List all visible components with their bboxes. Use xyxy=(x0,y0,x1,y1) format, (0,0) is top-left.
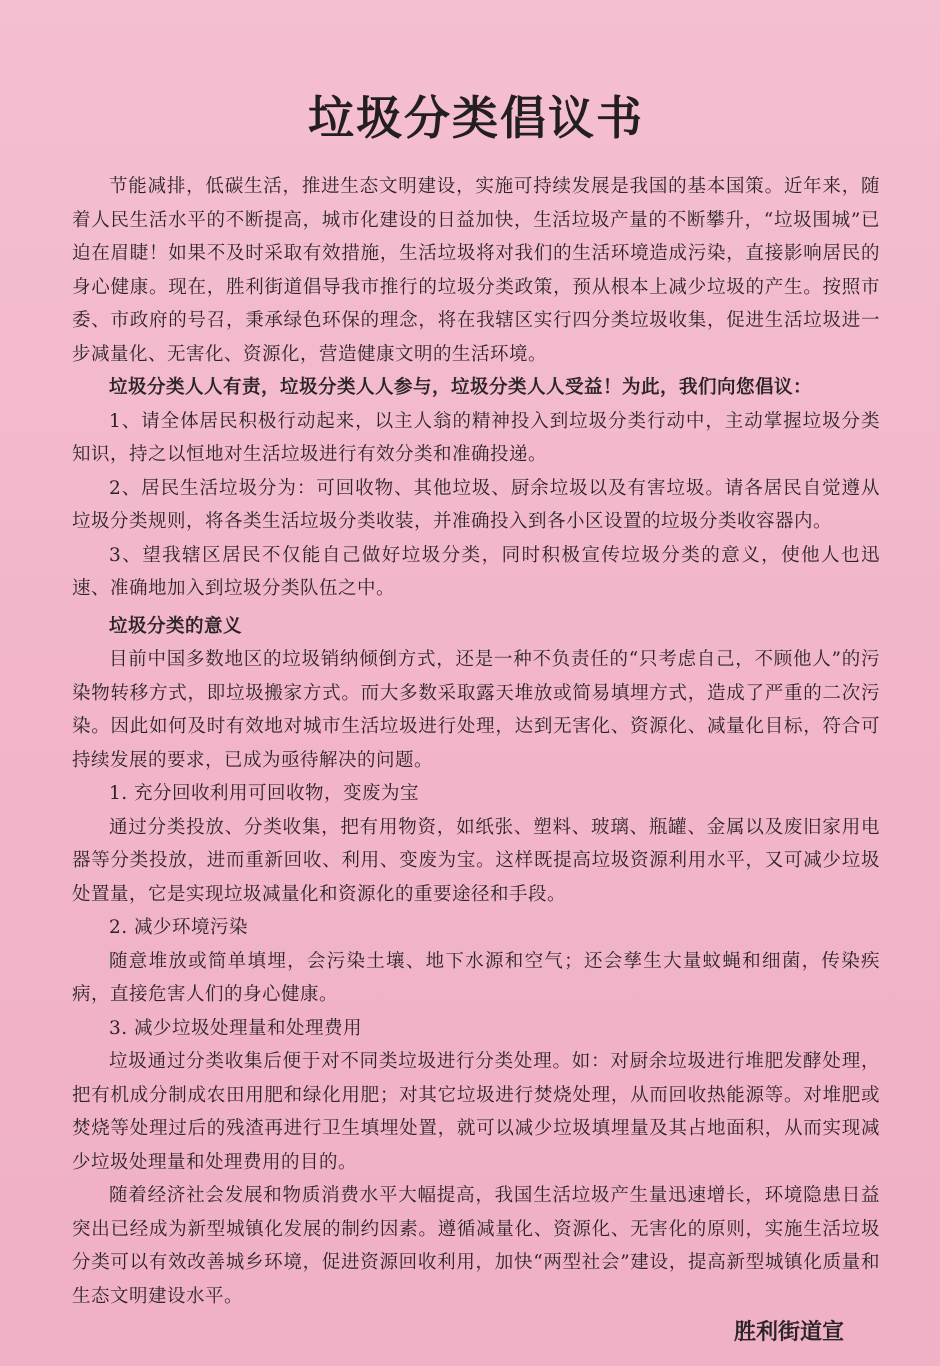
proposal-3: 3、望我辖区居民不仅能自己做好垃圾分类，同时积极宣传垃圾分类的意义，使他人也迅速、准确地加入到垃圾分类队伍之中。 xyxy=(72,544,880,599)
point-2-body: 随意堆放或简单填埋，会污染土壤、地下水源和空气；还会孳生大量蚊蝇和细菌，传染疾病，直接危害人们的身心健康。 xyxy=(72,950,880,1005)
slogan-paragraph: 垃圾分类人人有责，垃圾分类人人参与，垃圾分类人人受益！为此，我们向您倡议： xyxy=(109,377,813,398)
document-title: 垃圾分类倡议书 xyxy=(308,91,644,145)
point-3-heading: 3. 减少垃圾处理量和处理费用 xyxy=(109,1017,363,1039)
proposal-1: 1、请全体居民积极行动起来，以主人翁的精神投入到垃圾分类行动中，主动掌握垃圾分类知识，持之以恒地对生活垃圾进行有效分类和准确投递。 xyxy=(72,410,880,465)
point-1-heading: 1. 充分回收利用可回收物，变废为宝 xyxy=(109,783,420,804)
point-1-body: 通过分类投放、分类收集，把有用物资，如纸张、塑料、玻璃、瓶罐、金属以及废旧家用电器等分类投放，进而重新回收、利用、变废为宝。这样既提高垃圾资源利用水平，又可减少垃圾处置量，它是实现垃圾减量化和资源化的重要途径和手段。 xyxy=(72,816,880,905)
meaning-heading: 垃圾分类的意义 xyxy=(109,615,243,637)
signature: 胜利街道宣 xyxy=(733,1320,844,1345)
conclusion-paragraph: 随着经济社会发展和物质消费水平大幅提高，我国生活垃圾产生量迅速增长，环境隐患日益突出已经成为新型城镇化发展的制约因素。遵循减量化、资源化、无害化的原则，实施生活垃圾分类可以有效改善城乡环境，促进资源回收利用，加快“两型社会”建设，提高新型城镇化质量和生态文明建设水平。 xyxy=(72,1185,880,1307)
intro-paragraph: 节能减排，低碳生活，推进生态文明建设，实施可持续发展是我国的基本国策。近年来，随着人民生活水平的不断提高，城市化建设的日益加快，生活垃圾产量的不断攀升，“垃圾围城”已迫在眉睫！如果不及时采取有效措施，生活垃圾将对我们的生活环境造成污染，直接影响居民的身心健康。现在，胜利街道倡导我市推行的垃圾分类政策，预从根本上减少垃圾的产生。按照市委、市政府的号召，秉承绿色环保的理念，将在我辖区实行四分类垃圾收集，促进生活垃圾进一步减量化、无害化、资源化，营造健康文明的生活环境。 xyxy=(72,176,880,365)
point-2-heading: 2. 减少环境污染 xyxy=(109,917,249,938)
meaning-intro: 目前中国多数地区的垃圾销纳倾倒方式，还是一种不负责任的“只考虑自己，不顾他人”的污染物转移方式，即垃圾搬家方式。而大多数采取露天堆放或简易填埋方式，造成了严重的二次污染。因此如何及时有效地对城市生活垃圾进行处理，达到无害化、资源化、减量化目标，符合可持续发展的要求，已成为亟待解决的问题。 xyxy=(72,649,880,771)
point-3-body: 垃圾通过分类收集后便于对不同类垃圾进行分类处理。如：对厨余垃圾进行堆肥发酵处理，把有机成分制成农田用肥和绿化用肥；对其它垃圾进行焚烧处理，从而回收热能源等。对堆肥或焚烧等处理过后的残渣再进行卫生填埋处置，就可以减少垃圾填埋量及其占地面积，从而实现减少垃圾处理量和处理费用的目的。 xyxy=(72,1051,880,1173)
proposal-2: 2、居民生活垃圾分为：可回收物、其他垃圾、厨余垃圾以及有害垃圾。请各居民自觉遵从垃圾分类规则，将各类生活垃圾分类收装，并准确投入到各小区设置的垃圾分类收容器内。 xyxy=(72,477,880,532)
